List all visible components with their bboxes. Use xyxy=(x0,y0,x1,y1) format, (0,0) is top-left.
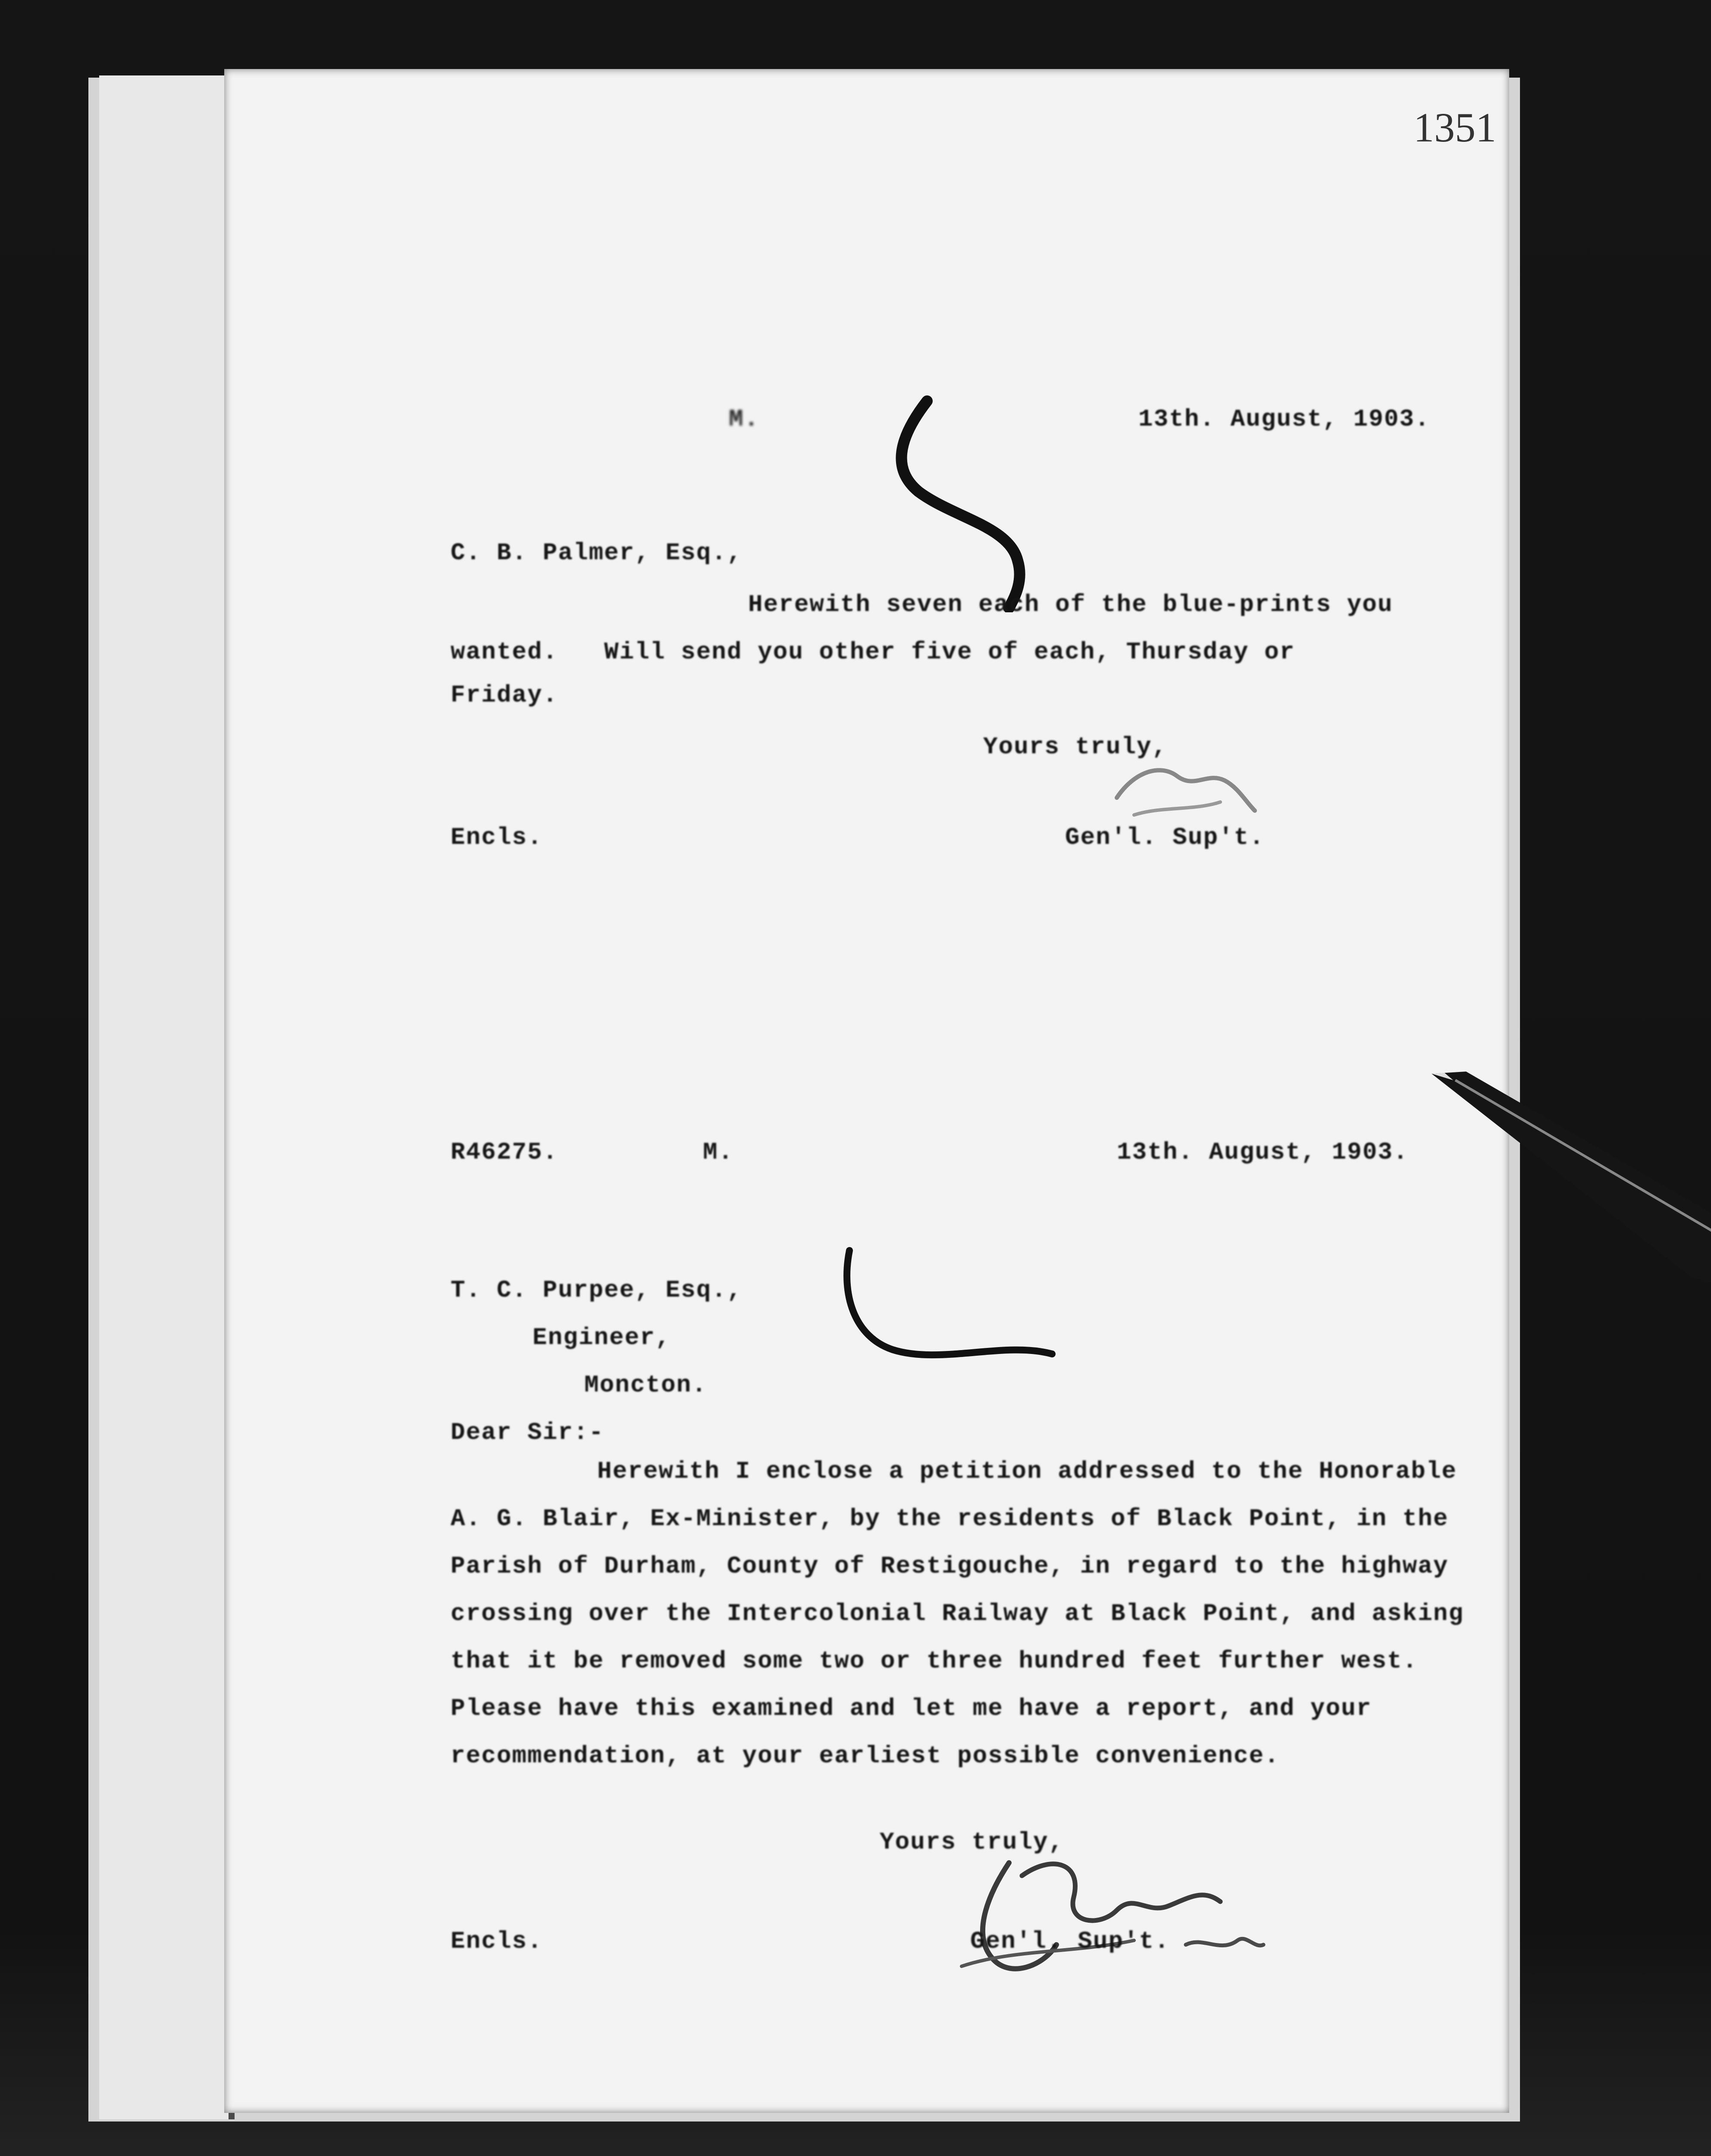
folio-number: 1351 xyxy=(1413,104,1496,150)
letter2-body-line-4: crossing over the Intercolonial Railway at Black Point, and asking xyxy=(451,1600,1464,1627)
letter1-addressee: C. B. Palmer, Esq., xyxy=(451,539,743,567)
letter2-closing: Yours truly, xyxy=(880,1828,1064,1856)
letter2-body-line-3: Parish of Durham, County of Restigouche, in regard to the highway xyxy=(451,1552,1449,1580)
letter1-date: 13th. August, 1903. xyxy=(1138,405,1430,433)
letter1-body-line-2: wanted. Will send you other five of each, Thursday or xyxy=(451,638,1295,666)
letter2-body-line-5: that it be removed some two or three hundred feet further west. xyxy=(451,1647,1418,1675)
pencil xyxy=(1414,1061,1711,1285)
letter1-signature-title: Gen'l. Sup't. xyxy=(1065,824,1265,851)
letterbook-page xyxy=(224,69,1509,2113)
letter2-body-line-6: Please have this examined and let me have a report, and your xyxy=(451,1695,1372,1722)
letter2-enclosures: Encls. xyxy=(451,1927,543,1955)
letter2-body-line-2: A. G. Blair, Ex-Minister, by the residents of Black Point, in the xyxy=(451,1505,1449,1532)
letter2-signature xyxy=(944,1837,1272,2001)
letter2-salutation: Dear Sir:- xyxy=(451,1419,605,1446)
letter2-addressee-title: Engineer, xyxy=(533,1324,671,1351)
letter1-signature xyxy=(1108,746,1263,832)
letter2-signature-title: Gen'l. Sup't. xyxy=(970,1927,1170,1955)
letter1-body-line-1: Herewith seven each of the blue-prints you xyxy=(748,591,1393,618)
underlying-page-edge xyxy=(99,75,235,2119)
letter2-addressee-town: Moncton. xyxy=(584,1371,707,1399)
letter2-addressee-name: T. C. Purpee, Esq., xyxy=(451,1276,743,1304)
letter1-check-mark xyxy=(880,388,1044,612)
letter2-check-mark xyxy=(837,1242,1061,1380)
letter2-date: 13th. August, 1903. xyxy=(1117,1138,1409,1166)
letter1-enclosures: Encls. xyxy=(451,824,543,851)
letter1-body-line-3: Friday. xyxy=(451,681,558,709)
letter2-marker: M. xyxy=(703,1138,734,1166)
letter2-body-line-1: Herewith I enclose a petition addressed to the Honorable xyxy=(597,1457,1457,1485)
letter2-body-line-7: recommendation, at your earliest possible convenience. xyxy=(451,1742,1280,1770)
letter2-reference: R46275. xyxy=(451,1138,558,1166)
letter1-marker: M. xyxy=(729,405,760,433)
letter1-closing: Yours truly, xyxy=(983,733,1168,761)
